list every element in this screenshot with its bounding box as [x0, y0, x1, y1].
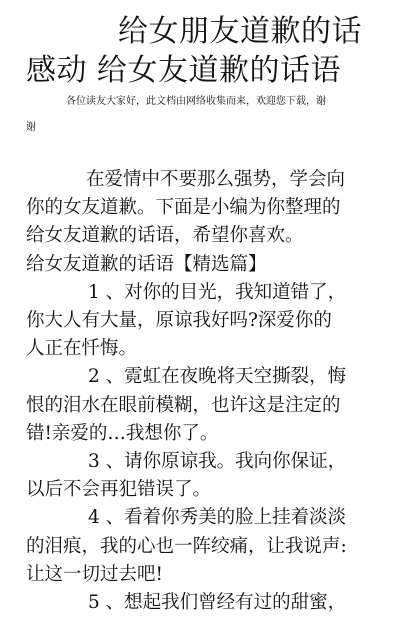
- intro-line: 你的女友道歉。下面是小编为你整理的: [26, 197, 341, 219]
- list-item-line: 你大人有大量，原谅我好吗?深爱你的: [26, 310, 332, 332]
- document-title-line-1: 给女朋友道歉的话: [118, 14, 362, 49]
- article-body: [26, 166, 378, 617]
- list-item-line: 5 、想起我们曾经有过的甜蜜，: [88, 592, 347, 614]
- list-item-line: 错!亲爱的…我想你了。: [26, 422, 219, 444]
- list-item-line: 恨的泪水在眼前模糊，也许这是注定的: [26, 394, 341, 416]
- intro-line: 给女友道歉的话语，希望你喜欢。: [26, 225, 304, 247]
- section-heading: 给女友道歉的话语【精选篇】: [26, 253, 267, 275]
- list-item-line: 3 、请你原谅我。我向你保证，: [88, 451, 347, 473]
- list-item-line: 4 、看着你秀美的脸上挂着淡淡: [88, 507, 347, 529]
- download-notice: 各位读友大家好，此文档由网络收集而来，欢迎您下载，谢: [66, 96, 326, 107]
- document-title-line-2: 感动 给女友道歉的话语: [26, 53, 342, 88]
- list-item-line: 2 、霓虹在夜晚将天空撕裂，悔: [88, 366, 347, 388]
- list-item-line: 人正在忏悔。: [26, 338, 138, 360]
- download-notice-continued: 谢: [26, 122, 36, 133]
- intro-line: 在爱情中不要那么强势，学会向: [86, 169, 346, 190]
- list-item-line: 的泪痕，我的心也一阵绞痛，让我说声:: [26, 535, 347, 557]
- list-item-line: 1 、对你的目光，我知道错了，: [88, 281, 347, 303]
- list-item-line: 让这一切过去吧!: [26, 563, 163, 585]
- list-item-line: 以后不会再犯错误了。: [26, 479, 212, 501]
